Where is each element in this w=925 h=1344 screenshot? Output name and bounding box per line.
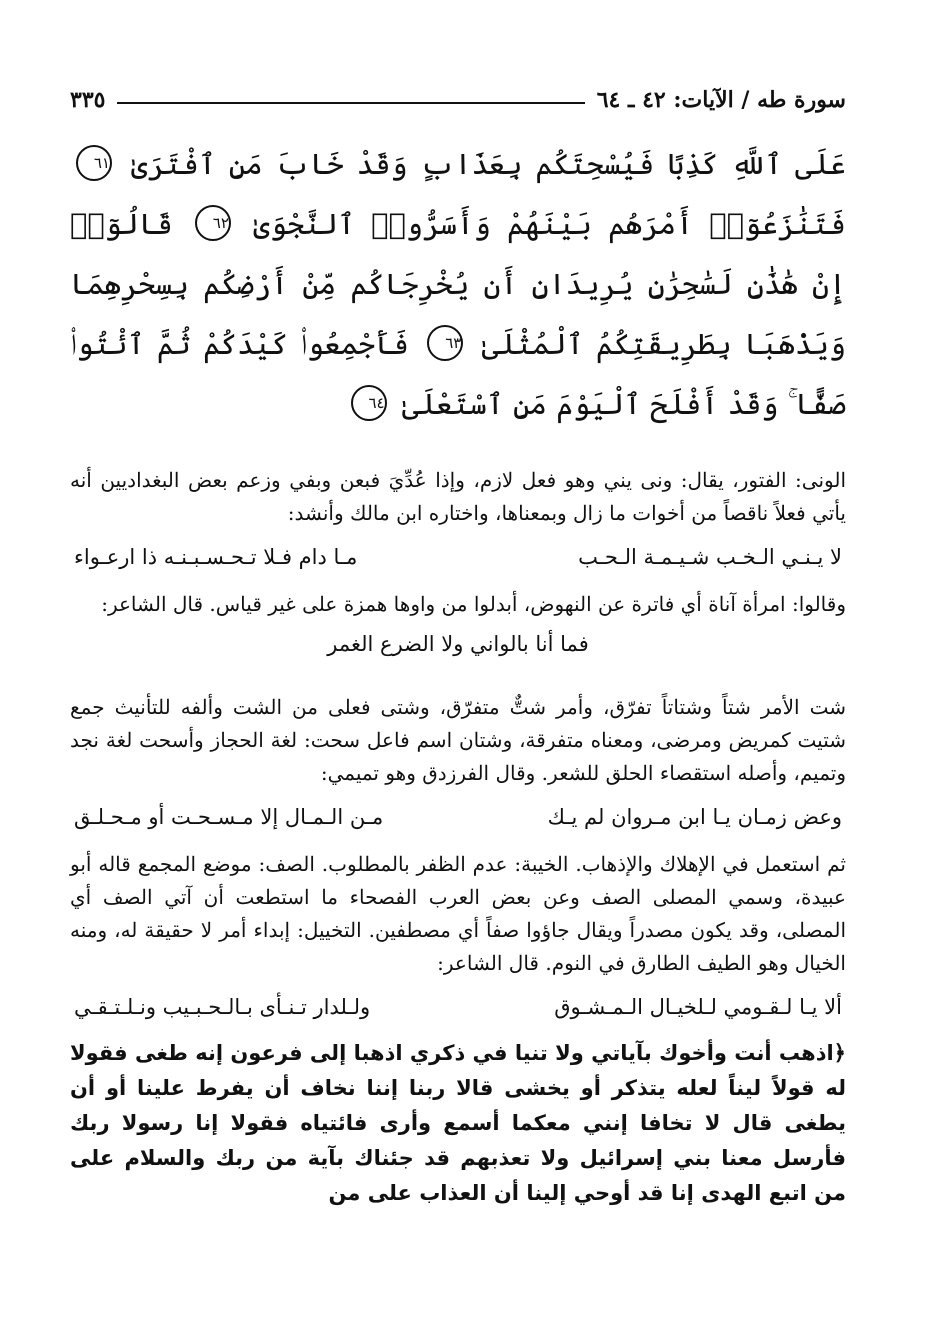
ayah-number-64: ٦٤ [351,385,387,421]
verse-4-first-hemistich: ألا يـا لـقـومي لـلخيـال الـمـشـوق [554,995,842,1019]
page-header [70,80,846,120]
poetry-verse-1 [70,540,846,574]
page-number: ٣٣٥ [70,87,106,113]
poetry-verse-4 [70,990,846,1024]
verse-1-second-hemistich: مـا دام فـلا تـحـسـبـنـه ذا ارعـواء [74,545,358,569]
poetry-verse-3 [70,800,846,834]
verse-1-first-hemistich: لا يـنـي الـخـب شـيـمـة الـحـب [578,545,842,569]
aya-61-text: عَلَى ٱللَّهِ كَذِبًا فَيُسْحِتَكُم بِعَذَابٍ وَقَدْ خَابَ مَنِ ٱفْتَرَىٰ [130,147,846,181]
verse-3-first-hemistich: وعض زمـان يـا ابن مـروان لم يـك [547,805,842,829]
verse-4-second-hemistich: ولـلدار تـنـأى بـالـحـبـيب ونـلـتـقـي [74,995,371,1019]
aya-63-text: قَالُوٓا۟ إِنْ هَٰذَٰنِ لَسَٰحِرَٰنِ يُرِيدَانِ أَن يُخْرِجَاكُم مِّنْ أَرْضِكُم بِسِحْرِهِمَا وَيَذْهَبَا بِطَرِيقَتِكُمُ ٱلْمُثْلَىٰ [70,207,847,361]
verse-3-second-hemistich: مـن الـمـال إلا مـسـحـت أو مـحـلـق [74,805,384,829]
header-rule [117,102,584,104]
aya-64-text: فَأَجْمِعُوا۟ كَيْدَكُمْ ثُمَّ ٱئْتُوا۟ صَفًّا ۚ وَقَدْ أَفْلَحَ ٱلْيَوْمَ مَنِ ٱسْتَعْلَىٰ [70,327,846,421]
commentary-paragraph-1: الونى: الفتور، يقال: ونى يني وهو فعل لازم، وإذا عُدِّيَ فبعن وبفي وزعم بعض البغداديين أنه يأتي فعلاً ناقصاً من أخوات ما زال وبمعناها، واختاره ابن مالك وأنشد: [70,468,846,525]
quoted-verses-paragraph: ﴿اذهب أنت وأخوك بآياتي ولا تنيا في ذكري اذهبا إلى فرعون إنه طغى فقولا له قولاً ليناً لعله يتذكر أو يخشى قالا ربنا إننا نخاف أن يفرط علينا أو أن يطغى قال لا تخافا إنني معكما أسمع وأرى فائتياه فقولا إنا رسولا ربك فأرسل معنا بني إسرائيل ولا تعذبهم قد جئناك بآية من ربك والسلام على من اتبع الهدى إنا قد أوحي إلينا أن العذاب على من [70,1041,846,1205]
ayah-number-61: ٦١ [76,145,112,181]
commentary-paragraph-4: ثم استعمل في الإهلاك والإذهاب. الخيبة: عدم الظفر بالمطلوب. الصف: موضع المجمع قاله أبو عبيدة، وسمي المصلى الصف وعن بعض العرب الفصحاء ما استطعت أن آتي الصف أي المصلى، وقد يكون مصدراً ويقال جاؤوا صفاً أي مصطفين. التخييل: إبداء أمر لا حقيقة له، ومنه الخيال وهو الطيف الطارق في النوم. قال الشاعر: [70,852,846,975]
verse-2-text: فما أنا بالواني ولا الضرع الغمر [327,632,589,656]
book-page [70,80,846,1330]
ayah-number-62: ٦٢ [195,205,231,241]
commentary-paragraph-2: وقالوا: امرأة آناة أي فاترة عن النهوض، أبدلوا من واوها همزة على غير قياس. قال الشاعر: [101,592,846,616]
commentary-paragraph-3: شت الأمر شتاً وشتاتاً تفرّق، وأمر شتٌّ متفرّق، وشتى فعلى من الشت وألفه للتأنيث جمع شتيت كمريض ومرضى، ومعناه متفرقة، وشتان اسم فاعل سحت: لغة الحجاز وأسحت لغة نجد وتميم، وأصله استقصاء الحلق للشعر. وقال الفرزدق وهو تميمي: [70,695,846,785]
poetry-verse-2 [70,627,846,661]
quran-text [70,134,846,434]
surah-title: سورة طه / الآيات: ٤٢ ـ ٦٤ [596,87,846,113]
aya-62-text: فَتَنَٰزَعُوٓا۟ أَمْرَهُم بَيْنَهُمْ وَأَسَرُّوا۟ ٱلنَّجْوَىٰ [253,207,847,241]
ayah-number-63: ٦٣ [427,325,463,361]
